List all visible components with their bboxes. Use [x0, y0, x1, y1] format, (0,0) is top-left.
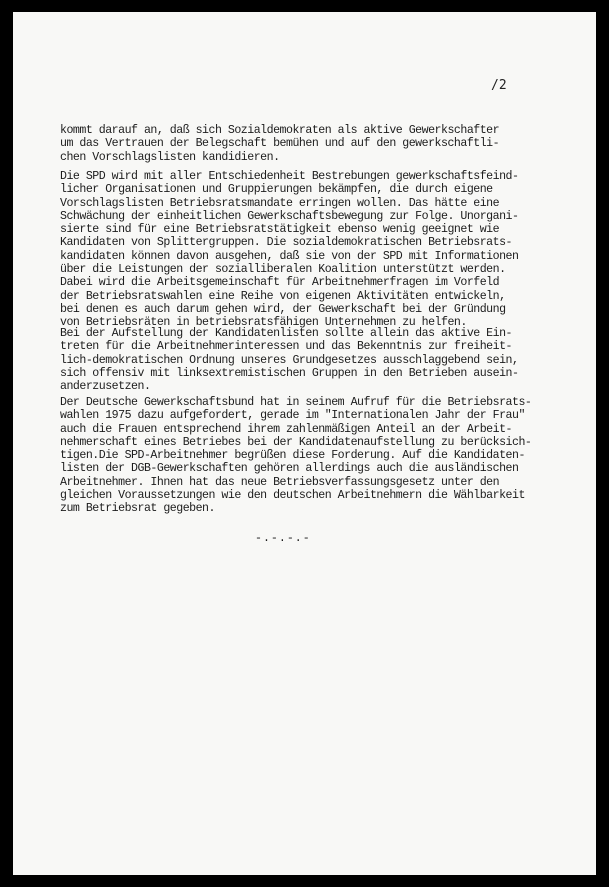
paragraph-2: Die SPD wird mit aller Entschiedenheit Bestrebungen gewerkschaftsfeind- licher Organisationen und Gruppierungen bekämpfen, die durch eigene Vorschlagslisten Betriebsratsmandate erringen wollen. Das hätte eine Schwächung der einheitlichen Gewerkschaftsbewegung zur Folge. Unorgani- sierte sind für eine Betriebsratstätigkeit ebenso wenig geeignet wie Kandidaten von Splittergruppen. Die sozialdemokratischen Betriebsrats- kandidaten können davon ausgehen, daß sie von der SPD mit Informationen über die Leistungen der sozialliberalen Koalition unterstützt werden. Dabei wird die Arbeitsgemeinschaft für Arbeitnehmerfragen im Vorfeld der Betriebsratswahlen eine Reihe von eigenen Aktivitäten entwickeln, bei denen es auch darum gehen wird, der Gewerkschaft bei der Gründung von Betriebsräten in betriebsratsfähigen Unternehmen zu helfen.: [60, 170, 519, 330]
paragraph-4: Der Deutsche Gewerkschaftsbund hat in seinem Aufruf für die Betriebsrats- wahlen 1975 dazu aufgefordert, gerade im "Internationalen Jahr der Frau" auch die Frauen entsprechend ihrem zahlenmäßigen Anteil an der Arbeit- nehmerschaft eines Betriebes bei der Kandidatenaufstellung zu berücksich- tigen.Die SPD-Arbeitnehmer begrüßen diese Forderung. Auf die Kandidaten- listen der DGB-Gewerkschaften gehören allerdings auch die ausländischen Arbeitnehmer. Ihnen hat das neue Betriebsverfassungsgesetz unter den gleichen Voraussetzungen wie den deutschen Arbeitnehmern die Wählbarkeit zum Betriebsrat gegeben.: [60, 396, 532, 516]
page-number: /2: [491, 78, 507, 93]
end-mark: -.-.-.-: [255, 532, 311, 545]
document-page: [13, 12, 596, 875]
paragraph-3: Bei der Aufstellung der Kandidatenlisten sollte allein das aktive Ein- treten für die Arbeitnehmerinteressen und das Bekenntnis zur freiheit- lich-demokratischen Ordnung unseres Grundgesetzes ausschlaggebend sein, sich offensiv mit linksextremistischen Gruppen in den Betrieben ausein- anderzusetzen.: [60, 327, 519, 394]
paragraph-1: kommt darauf an, daß sich Sozialdemokraten als aktive Gewerkschafter um das Vertrauen der Belegschaft bemühen und auf den gewerkschaftli- chen Vorschlagslisten kandidieren.: [60, 124, 500, 164]
